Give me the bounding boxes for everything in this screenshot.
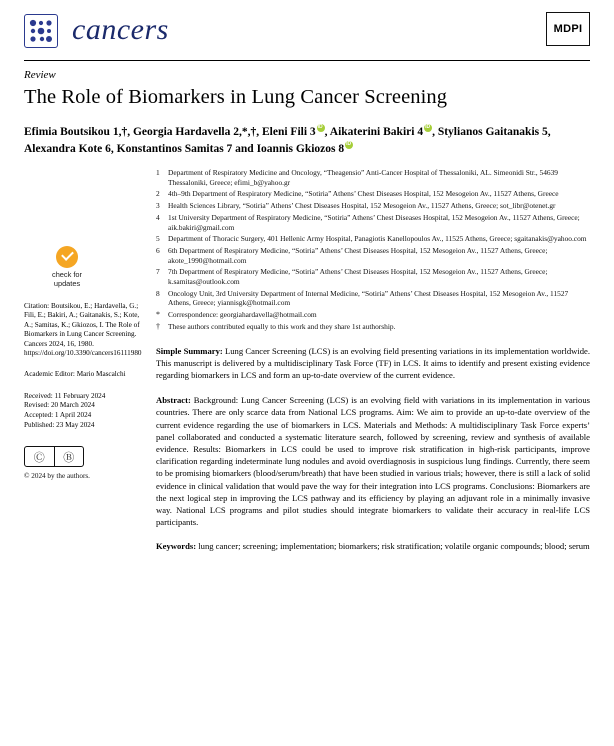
keywords-text: lung cancer; screening; implementation; biomarkers; risk stratification; volatile organic compounds; blood; serum <box>196 541 590 552</box>
orcid-icon[interactable] <box>424 124 432 132</box>
keywords-label: Keywords: <box>156 541 197 552</box>
author-list <box>24 124 579 158</box>
author-note-item <box>156 322 590 332</box>
title-block <box>0 61 614 158</box>
affiliation-item <box>156 213 590 232</box>
publisher-logo: MDPI <box>546 12 590 46</box>
author-line-2: Alexandra Kote 6, Konstantinos Samitas 7 and Ioannis Gkiozos 8 <box>24 143 345 155</box>
dagger-marker: † <box>156 322 160 331</box>
journal-title: cancers <box>72 13 169 46</box>
keywords <box>156 540 590 552</box>
affiliation-item <box>156 234 590 244</box>
correspondence-text[interactable]: Correspondence: georgiahardavella@hotmail.com <box>168 310 317 320</box>
affiliation-number: 5 <box>156 234 160 244</box>
orcid-icon[interactable] <box>317 124 325 132</box>
copyright-text: © 2024 by the authors. <box>24 472 90 481</box>
correspondence-marker: * <box>156 310 160 320</box>
license-block <box>24 446 146 481</box>
date-received: Received: 11 February 2024 <box>24 391 106 400</box>
check-for-updates-badge[interactable] <box>24 246 110 288</box>
abstract-text: Background: Lung Cancer Screening (LCS) is an evolving field with variations in its implementation in various countries. There are only scarce data from National LCS programs. Aim: We aim to provide an up-to-date overview of the current evidence regarding the use of biomarkers in LCS. Materials and Methods: A multidisciplinary Task Force experts’ panel collaborated and conducted a systematic literature search, followed by screening, review and synthesis of available evidence. Results: Biomarkers in LCS could be used to improve risk stratification in high-risk participants, improve clarification regarding indeterminate lung nodules and avoid overdiagnosis in suspicious lung findings. Currently, there seem to be promising biomarkers (blood/serum/breath) that have been studied in various trials; however, there is still a lack of solid evidence in clinical validation that would pave the way for their integration into LCS programs. Conclusions: Biomarkers are the next logical step in improving the LCS pathway and its efficiency by playing an adjuvant role in a minimally invasive way. National LCS programs and pilot studies should integrate biomarkers to validate their accuracy in real-life LCS participants. <box>156 395 590 528</box>
affiliation-item <box>156 246 590 265</box>
affiliation-text: 1st University Department of Respiratory Medicine, “Sotiria” Athens’ Chest Diseases Hospital, 152 Mesogeion Av., 11527 Athens, Greece; aik.bakiri@gmail.com <box>168 212 580 232</box>
orcid-icon[interactable] <box>345 141 353 149</box>
creative-commons-icon[interactable] <box>24 446 84 467</box>
author-line-1: Efimia Boutsikou 1,†, Georgia Hardavella 2,*,†, Eleni Fili 3 <box>24 126 316 138</box>
date-accepted: Accepted: 1 April 2024 <box>24 411 92 420</box>
simple-summary-text: Lung Cancer Screening (LCS) is an evolving field presenting variations in its implementation worldwide. This manuscript is delivered by a multidisciplinary Task Force (TF) in LCS. It aims to identify and present existing evidence regarding biomarkers in LCS and form an up-to-date overview of the current evidence. <box>156 345 590 380</box>
affiliation-text: Department of Respiratory Medicine and Oncology, “Theagensio” Anti-Cancer Hospital of Thessaloniki, AL. Simeonidi Str., 54639 Thessaloniki, Greece; efimi_b@yahoo.gr <box>168 168 558 187</box>
correspondence-item <box>156 310 590 320</box>
affiliation-number: 2 <box>156 189 160 199</box>
affiliation-number: 8 <box>156 288 160 298</box>
affiliation-text: 4th–9th Department of Respiratory Medicine, “Sotiria” Athens’ Chest Diseases Hospital, 152 Mesogeion Av., 11527 Athens, Greece <box>168 189 559 199</box>
academic-editor: Academic Editor: Mario Mascalchi <box>24 370 126 379</box>
affiliation-number: 3 <box>156 201 160 211</box>
date-published: Published: 23 May 2024 <box>24 420 95 429</box>
simple-summary-label: Simple Summary: <box>156 345 223 356</box>
affiliation-text: 7th Department of Respiratory Medicine, “Sotiria” Athens’ Chest Diseases Hospital, 152 Mesogeion Av., 11527 Athens, Greece; k.samitas@outlook.com <box>168 267 548 287</box>
cc-glyph: Ⓒ <box>33 451 45 464</box>
check-updates-line2: updates <box>53 279 81 288</box>
main-content <box>156 168 590 553</box>
author-note-text: These authors contributed equally to this work and they share 1st authorship. <box>168 322 396 331</box>
simple-summary <box>156 345 590 382</box>
article-type: Review <box>24 69 56 81</box>
affiliation-item <box>156 267 590 286</box>
affiliation-item <box>156 201 590 211</box>
citation-text: Citation: Boutsikou, E.; Hardavella, G.; Fili, E.; Bakiri, A.; Gaitanakis, S.; Kote, A.; Samitas, K.; Gkiozos, I. The Role of Biomarkers in Lung Cancer Screening. Cancers 2024, 16, 1980. https://doi.org/10.3390/cancers16111980 <box>24 302 142 358</box>
affiliations-list <box>156 168 590 332</box>
sidebar <box>24 168 156 553</box>
affiliation-text: Oncology Unit, 3rd University Department of Internal Medicine, “Sotiria” Athens’ Chest Diseases Hospital, 152 Mesogeion Av., 11527 Athens, Greece; yiannisgk@hotmail.com <box>168 288 569 308</box>
check-circle-icon <box>56 246 78 268</box>
affiliation-item <box>156 289 590 308</box>
affiliation-item <box>156 189 590 199</box>
affiliation-number: 1 <box>156 168 160 177</box>
affiliation-number: 4 <box>156 212 160 222</box>
date-revised: Revised: 20 March 2024 <box>24 401 95 410</box>
affiliation-item <box>156 168 590 187</box>
masthead <box>0 0 614 58</box>
page-title: The Role of Biomarkers in Lung Cancer Screening <box>24 86 448 108</box>
cc-by-glyph: Ⓑ <box>54 447 84 466</box>
affiliation-text: 6th Department of Respiratory Medicine, “Sotiria” Athens’ Chest Diseases Hospital, 152 Mesogeion Av., 11527 Athens, Greece; akote_1990@hotmail.com <box>168 246 548 265</box>
affiliation-number: 6 <box>156 246 160 256</box>
publication-dates <box>24 392 146 430</box>
abstract <box>156 394 590 528</box>
body-columns <box>0 168 614 553</box>
affiliation-text: Health Sciences Library, “Sotiria” Athens’ Chest Diseases Hospital, 152 Mesogeion Av., 11527 Athens, Greece; sot_libr@otenet.gr <box>168 201 556 211</box>
affiliation-text: Department of Thoracic Surgery, 401 Hellenic Army Hospital, Panagiotis Kanellopoulos Av., 11525 Athens, Greece; sgaitanakis@yahoo.com <box>168 234 587 244</box>
check-updates-line1: check for <box>52 270 82 279</box>
mdpi-cells-logo-icon <box>24 14 58 48</box>
author-line-1b: , Aikaterini Bakiri 4 <box>324 126 424 138</box>
author-line-1c: , Stylianos Gaitanakis 5, <box>432 126 551 138</box>
affiliation-number: 7 <box>156 267 160 277</box>
abstract-label: Abstract: <box>156 395 191 406</box>
